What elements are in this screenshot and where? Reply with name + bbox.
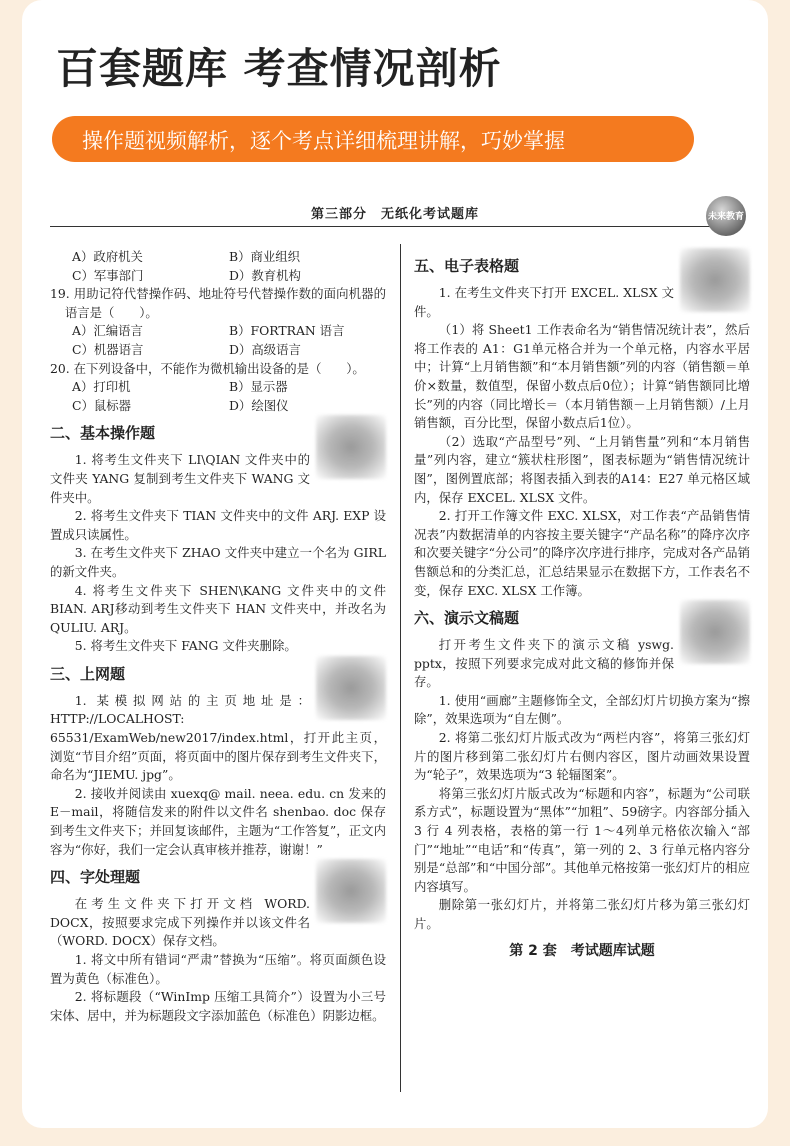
hero-title: 百套题库 考查情况剖析 [56, 44, 502, 93]
qr-code[interactable] [316, 656, 386, 720]
banner-text: 操作题视频解析，逐个考点详细梳理讲解，巧妙掌握 [82, 129, 565, 153]
basic-op-item: 4. 将考生文件夹下 SHEN\KANG 文件夹中的文件BIAN. ARJ移动到考生文件夹下 HAN 文件夹中，并改名为 QULIU. ARJ。 [50, 582, 386, 635]
publisher-logo [706, 196, 746, 236]
option: D）高级语言 [229, 341, 301, 357]
left-column [50, 248, 386, 1025]
q20-options-row2 [50, 397, 386, 416]
option: C）军事部门 [72, 267, 144, 283]
column-divider [400, 244, 401, 1092]
basic-op-item: 3. 在考生文件夹下 ZHAO 文件夹中建立一个名为 GIRL 的新文件夹。 [50, 545, 386, 579]
question-19: 19. 用助记符代替操作码、地址符号代替操作数的面向机器的语言是（ ）。 [50, 286, 386, 320]
question-20: 20. 在下列设备中，不能作为微机输出设备的是（ ）。 [50, 360, 365, 376]
option: B）显示器 [229, 379, 288, 395]
running-head-rule [50, 226, 740, 227]
section-title-excel: 五、电子表格题 [414, 257, 520, 275]
option: B）FORTRAN 语言 [229, 323, 345, 339]
basic-op-item: 5. 将考生文件夹下 FANG 文件夹删除。 [74, 638, 297, 654]
option: D）绘图仪 [229, 397, 289, 413]
excel-item: （2）选取“产品型号”列、“上月销售量”列和“本月销售量”列内容，建立“簇状柱形图”，图表标题为“销售情况统计图”，图例置底部；将图表插入到表的A14：E27 单元格区域内，保存 EXCEL. XLSX 文件。 [414, 433, 750, 505]
option: A）打印机 [72, 379, 131, 395]
word-item: 1. 将文中所有错词“严肃”替换为“压缩”。将页面颜色设置为黄色（标准色）。 [50, 952, 386, 986]
q18-options-row2 [50, 267, 386, 286]
ppt-item: 删除第一张幻灯片，并将第二张幻灯片移为第三张幻灯片。 [414, 897, 750, 931]
ppt-item: 1. 使用“画廊”主题修饰全文，全部幻灯片切换方案为“擦除”，效果选项为“自左侧”。 [414, 692, 750, 727]
q18-options-row1 [50, 248, 386, 267]
q20-options-row1 [50, 378, 386, 397]
set-heading: 第 2 套 考试题库试题 [509, 942, 655, 959]
qr-code[interactable] [680, 248, 750, 312]
option: C）鼠标器 [72, 397, 132, 413]
word-intro: 在考生文件夹下打开文档 WORD. DOCX，按照要求完成下列操作并以该文件名（WORD. DOCX）保存文档。 [50, 896, 310, 949]
ppt-item: 2. 将第二张幻灯片版式改为“两栏内容”，将第三张幻灯片的图片移到第二张幻灯片右侧内容区，图片动画效果设置为“轮子”，效果选项为“3 轮辐图案”。 [414, 730, 750, 783]
section-title-internet: 三、上网题 [50, 664, 126, 683]
excel-item: 1. 在考生文件夹下打开 EXCEL. XLSX 文件。 [414, 285, 674, 319]
ppt-item: 将第三张幻灯片版式改为“标题和内容”，标题为“公司联系方式”，标题设置为“黑体”“加粗”、59磅字。内容部分插入 3 行 4 列表格，表格的第一行 1～4列单元格依次输入“部门”“地址”“电话”和“传真”，第一列的 2、3 行单元格内容分别是“总部”和“中国分部”。其他单元格按第一张幻灯片的相应内容填写。 [414, 785, 750, 894]
option: A）汇编语言 [72, 323, 143, 339]
option: B）商业组织 [229, 249, 301, 264]
basic-op-item: 2. 将考生文件夹下 TIAN 文件夹中的文件 ARJ. EXP 设置成只读属性。 [50, 508, 386, 542]
section-title-ppt: 六、演示文稿题 [414, 609, 520, 628]
qr-code[interactable] [316, 859, 386, 923]
right-column [414, 248, 750, 960]
logo-text: 未来教育 [707, 212, 744, 222]
q19-options-row2 [50, 341, 386, 360]
word-item: 2. 将标题段（“WinImp 压缩工具简介”）设置为小三号宋体、居中，并为标题段文字添加蓝色（标准色）阴影边框。 [50, 989, 386, 1023]
qr-code[interactable] [316, 415, 386, 479]
q19-options-row1 [50, 322, 386, 341]
option: A）政府机关 [72, 249, 143, 264]
excel-item: （1）将 Sheet1 工作表命名为“销售情况统计表”，然后将工作表的 A1：G1单元格合并为一个单元格，内容水平居中；计算“上月销售额”和“本月销售额”列的内容（销售额＝单价×数量，数值型，保留小数点后0位）；计算“销售额同比增长”列的内容（同比增长＝（本月销售额－上月销售额）/上月销售额，百分比型，保留小数点后1位）。 [414, 322, 750, 431]
excel-item: 2. 打开工作簿文件 EXC. XLSX，对工作表“产品销售情况表”内数据清单的内容按主要关键字“产品名称”的降序次序和次要关键字“分公司”的降序次序进行排序，完成对各产品销售额总和的分类汇总，汇总结果显示在数据下方，工作表名不变，保存 EXC. XLSX 工作簿。 [414, 508, 750, 598]
ppt-intro: 打开考生文件夹下的演示文稿 yswg. pptx，按照下列要求完成对此文稿的修饰并保存。 [414, 637, 674, 690]
internet-item: 1. 某模拟网站的主页地址是：HTTP://LOCALHOST: 65531/ExamWeb/new2017/index.html，打开此主页，浏览“节目介绍”页面，将页面中的图片保存到考生文件夹下，命名为“JIEMU. jpg”。 [50, 692, 386, 783]
running-head: 第三部分 无纸化考试题库 [310, 207, 479, 222]
banner [52, 116, 694, 162]
basic-op-item: 1. 将考生文件夹下 LI\QIAN 文件夹中的文件夹 YANG 复制到考生文件夹下 WANG 文件夹中。 [50, 452, 310, 505]
option: D）教育机构 [229, 267, 301, 283]
section-title-word: 四、字处理题 [50, 868, 141, 887]
option: C）机器语言 [72, 341, 144, 357]
internet-item: 2. 接收并阅读由 xuexq@ mail. neea. edu. cn 发来的 E－mail，将随信发来的附件以文件名 shenbao. doc 保存到考生文件夹下；并回复该邮件，主题为“工作答复”，正文内容为“你好，我们一定会认真审核并推荐，谢谢！” [50, 785, 386, 857]
section-title-basic-ops: 二、基本操作题 [50, 424, 156, 443]
qr-code[interactable] [680, 600, 750, 664]
